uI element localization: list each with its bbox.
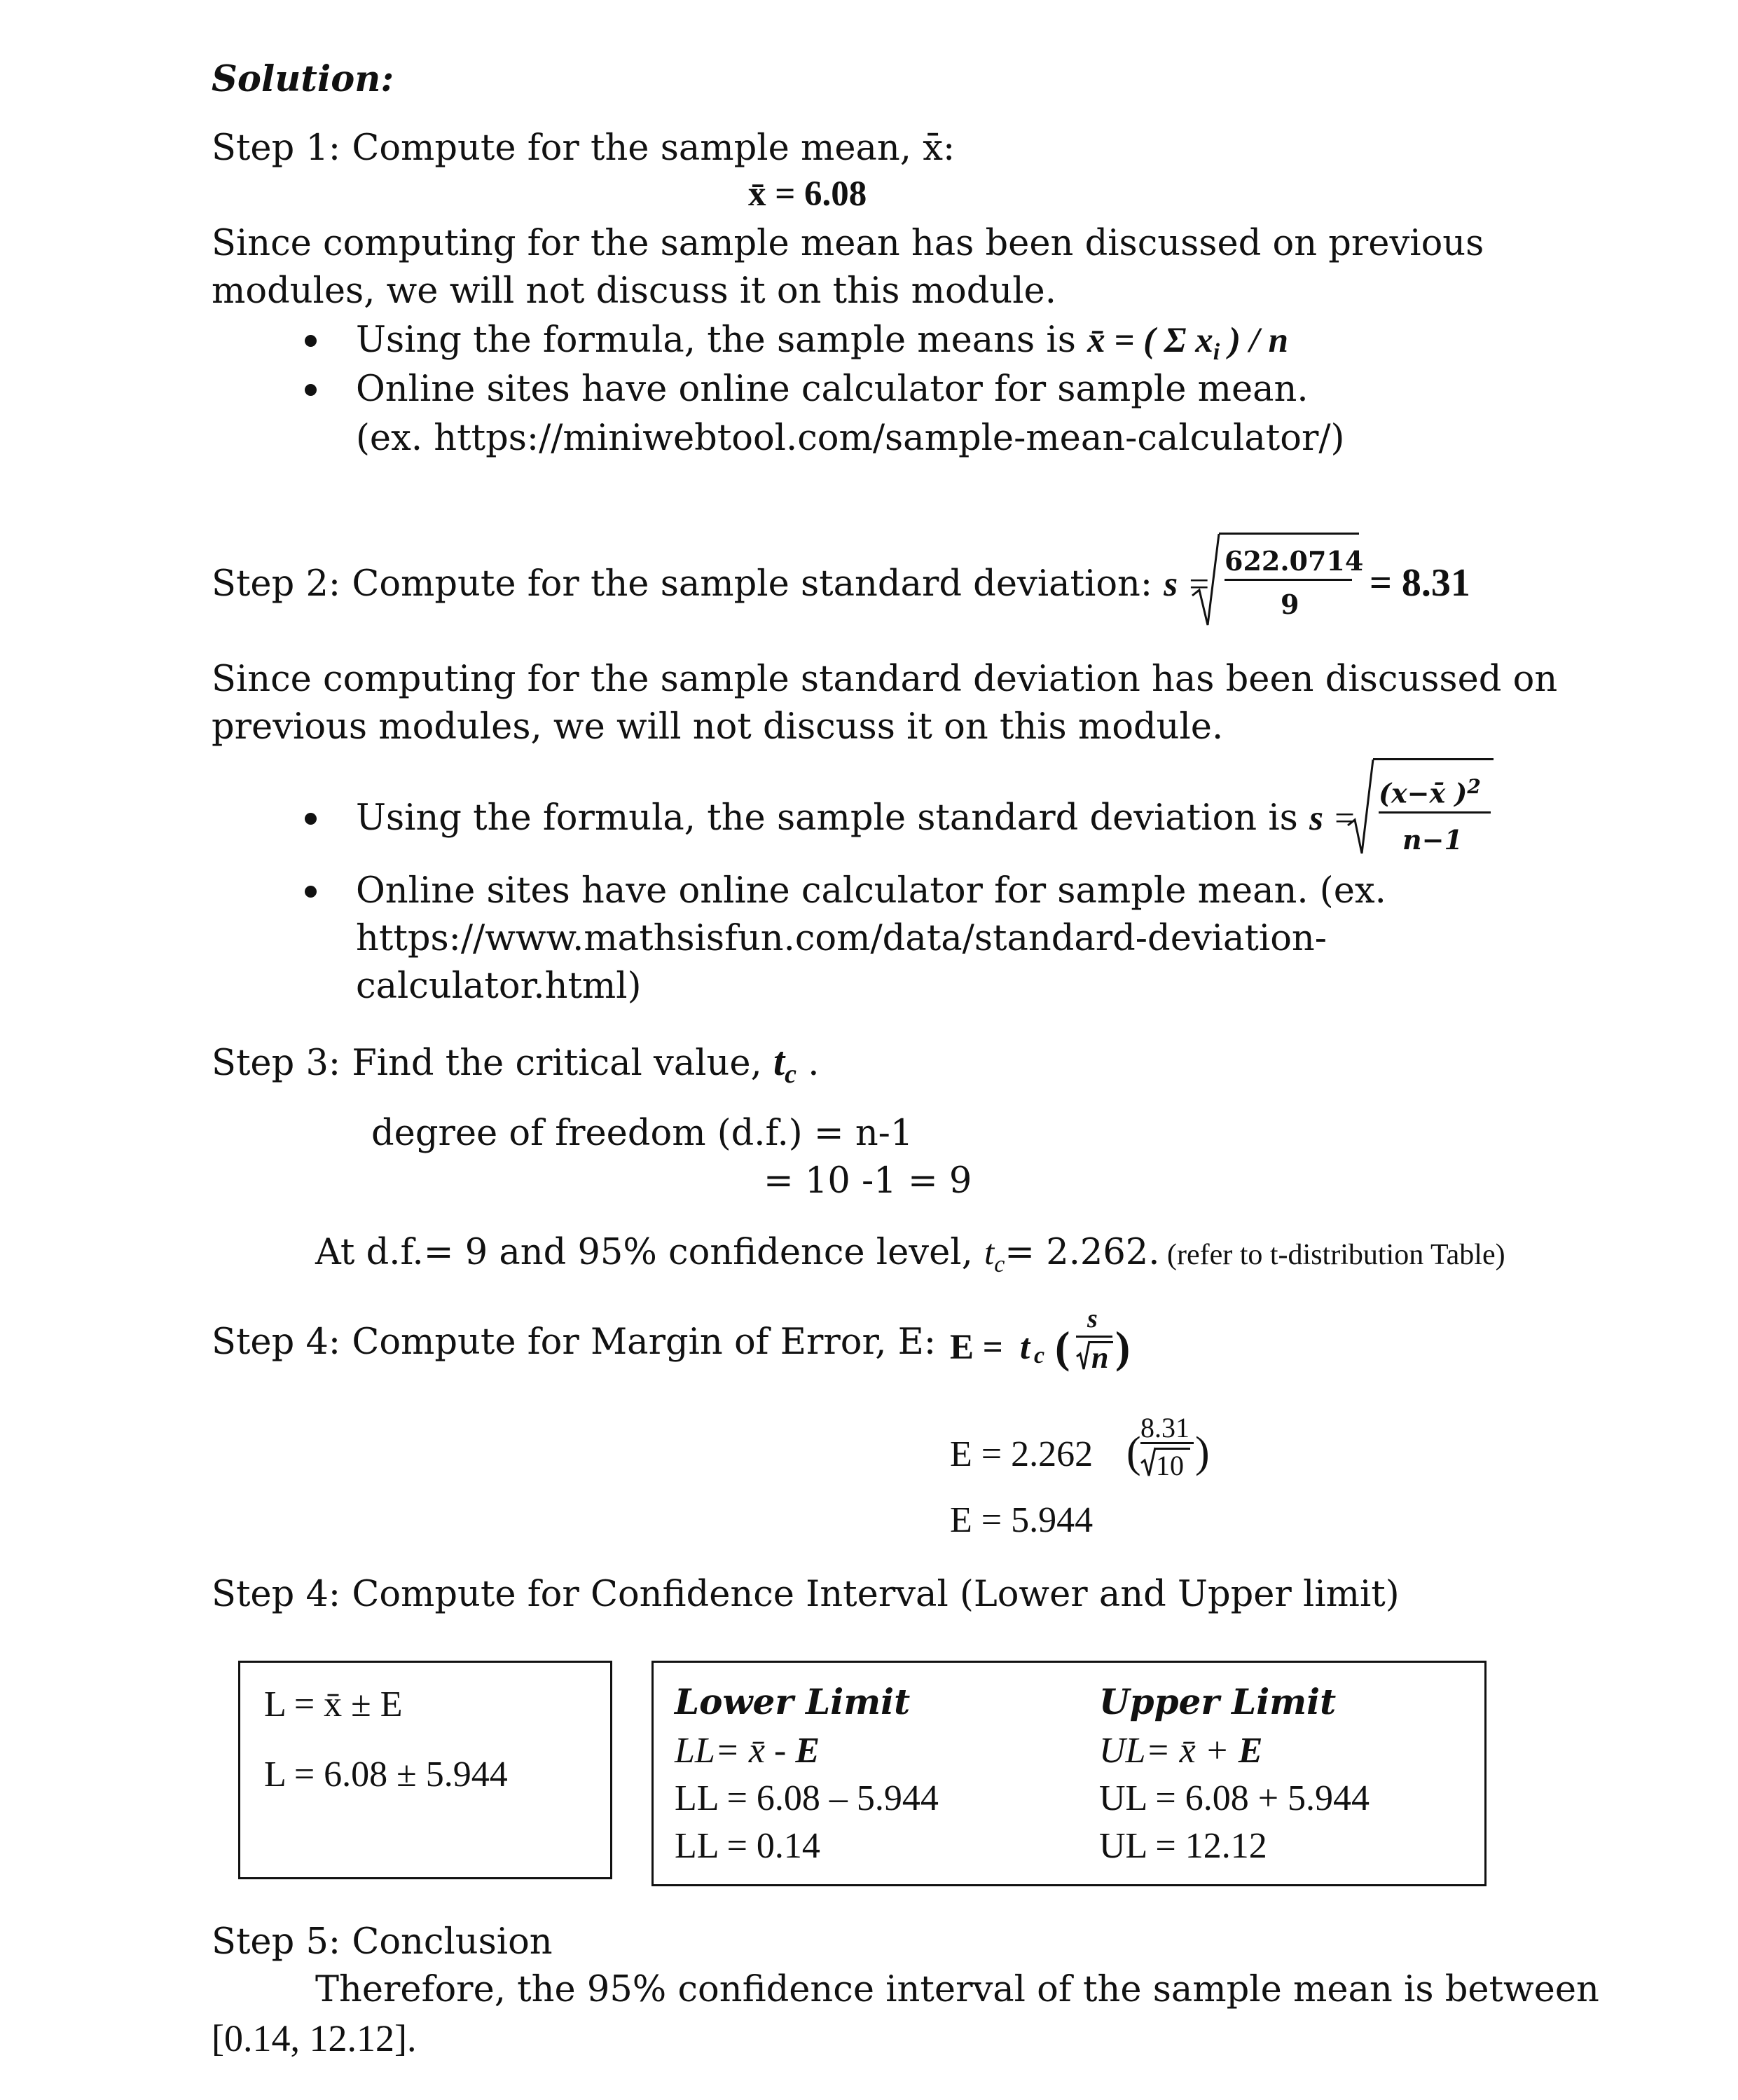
step1-bullet1: Using the formula, the sample means is x̄ = ( Σ $x_i$ ) / n: [356, 320, 1288, 366]
upper-limit-calc: UL = 6.08 + 5.944: [1099, 1778, 1370, 1818]
step3-df-line1: degree of freedom (d.f.) = n-1: [371, 1113, 913, 1154]
step2-bullet2-line1: Online sites have online calculator for sample mean. (ex.: [356, 870, 1386, 912]
upper-limit-result: UL = 12.12: [1099, 1826, 1267, 1866]
step1-paragraph-line1: Since computing for the sample mean has been discussed on previous: [212, 223, 1484, 264]
step5-heading: Step 5: Conclusion: [212, 1921, 553, 1963]
bullet-icon: [305, 813, 317, 825]
sqrt-sign-icon: [1140, 1446, 1156, 1477]
step4-calc-line1: E = 2.262 ( 8.31 10 ): [950, 1412, 1210, 1481]
step2-paragraph-line1: Since computing for the sample standard deviation has been discussed on: [212, 659, 1558, 700]
interval-formula-line1: L = x̄ ± E: [264, 1684, 403, 1724]
solution-label: Solution:: [212, 58, 394, 100]
bullet-icon: [305, 335, 317, 347]
step2-sd-denominator: n−1: [1402, 824, 1463, 856]
upper-limit-formula: UL= x̄ + E: [1099, 1731, 1263, 1771]
step5-conclusion-line1: Therefore, the 95% confidence interval of the sample mean is between: [315, 1969, 1599, 2010]
step2-sd-formula: [1346, 758, 1481, 859]
step2-frac-numerator: 622.0714: [1225, 545, 1364, 577]
sqrt-sign-icon: [1076, 1340, 1090, 1371]
step2-bullet2-line2: https://www.mathsisfun.com/data/standard-deviation-: [356, 918, 1327, 959]
bullet-icon: [305, 886, 317, 898]
step1-mean-result: x̄ = 6.08: [748, 174, 867, 214]
step2-sd-result: = 8.31: [1370, 561, 1470, 605]
step2-heading: Step 2: Compute for the sample standard deviation: s =: [212, 563, 1210, 605]
upper-limit-title: Upper Limit: [1099, 1681, 1337, 1722]
step1-bullet2-line2: (ex. https://miniwebtool.com/sample-mean-calculator/): [356, 418, 1345, 459]
step3-heading: Step 3: Find the critical value, $t_c$ .: [212, 1038, 820, 1090]
sqrt-sign-icon: [1346, 758, 1374, 856]
lower-limit-formula: LL= x̄ - E: [675, 1731, 820, 1771]
step1-bullet2-line1: Online sites have online calculator for sample mean.: [356, 369, 1309, 410]
step2-bullet1: Using the formula, the sample standard deviation is s =: [356, 797, 1355, 839]
step1-paragraph-line2: modules, we will not discuss it on this module.: [212, 270, 1056, 312]
step3-critical-value-line: At d.f.= 9 and 95% confidence level, $t_c= 2.262$. (refer to t-distribution Table): [315, 1232, 1505, 1278]
lower-limit-title: Lower Limit: [675, 1681, 911, 1722]
step2-paragraph-line2: previous modules, we will not discuss it on this module.: [212, 706, 1224, 748]
step2-bullet2-line3: calculator.html): [356, 966, 642, 1007]
interval-formula-line2: L = 6.08 ± 5.944: [264, 1755, 508, 1794]
step1-heading: Step 1: Compute for the sample mean, x̄:: [212, 128, 956, 169]
sqrt-sign-icon: [1191, 533, 1220, 628]
step4-margin-heading: Step 4: Compute for Margin of Error, E:: [212, 1322, 937, 1363]
step2-sqrt-formula: [1191, 533, 1364, 631]
step4-interval-heading: Step 4: Compute for Confidence Interval (Lower and Upper limit): [212, 1574, 1400, 1615]
step2-frac-denominator: 9: [1281, 589, 1299, 620]
lower-limit-result: LL = 0.14: [675, 1826, 820, 1866]
step4-calc-line2: E = 5.944: [950, 1500, 1094, 1540]
lower-limit-calc: LL = 6.08 – 5.944: [675, 1778, 939, 1818]
step5-conclusion-line2: [0.14, 12.12].: [212, 2017, 417, 2059]
limits-box: [651, 1661, 1487, 1886]
interval-formula-box: [238, 1661, 612, 1879]
step3-df-line2: = 10 -1 = 9: [764, 1160, 972, 1202]
step2-sd-numerator: (x−x̄ )$^2$: [1379, 775, 1481, 809]
bullet-icon: [305, 384, 317, 396]
